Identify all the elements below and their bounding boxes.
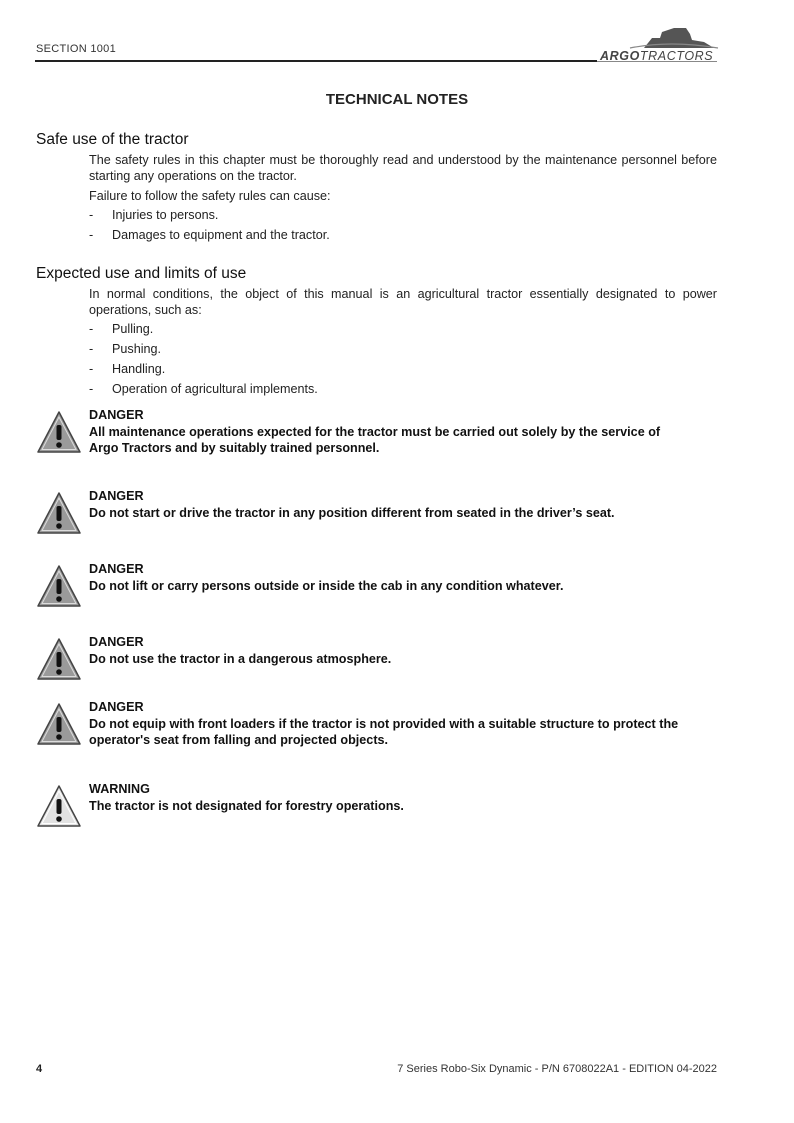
notice-text: Do not equip with front loaders if the tractor is not provided with a suitable structure to protect the operator's seat from falling and projected objects. [89, 717, 679, 747]
safe-use-paragraph-2: Failure to follow the safety rules can cause: [89, 189, 331, 203]
header-rule [35, 60, 597, 62]
notice-label: DANGER [89, 635, 144, 649]
warning-triangle-icon [36, 410, 82, 454]
notice-text: Do not start or drive the tractor in any position different from seated in the driver’s seat. [89, 506, 615, 520]
notice-text: Do not use the tractor in a dangerous atmosphere. [89, 652, 392, 666]
notice-label: DANGER [89, 408, 144, 422]
manual-page: SECTION 1001 ARGOTRACTORS TECHNICAL NOTES Safe use of the tractor The safety rules in this chapter must be thoroughly read and understood by the maintenance personnel before starting any operations on the tractor. Failure to follow the safety rules can cause: - Injuries to persons. - Damages to equipment and the tractor. Expected use and limits of use In normal conditions, the object of this manual is an agricultural tractor essentially designated to power operations, such as: - Pulling. - Pushing. - Handling. - Operation of agricultural implements. DANGER All maintenance operations expected for the tractor must be carried out solely by the service of Argo Tractors and by suitably trained personnel. DANGER Do not start or drive the tractor in any position different from seated in the driver’s seat. DANGER Do not lift or carry persons outside or inside the cab in any condition whatever. DANGER Do not use the tractor in a dangerous atmosphere. DANGER Do not equip with front loaders if the tractor is not provided with a suitable structure to protect the operator's seat from falling and projected objects. WARNING The tractor is not designated for forestry operations. 4 7 Series Robo-Six Dynamic - P/N 6708022A1 - EDITION 04-2022 [0, 0, 794, 1123]
notice-label: DANGER [89, 489, 144, 503]
page-number: 4 [36, 1063, 43, 1075]
notice-text: The tractor is not designated for forestry operations. [89, 799, 404, 813]
warning-triangle-icon [36, 491, 82, 535]
document-reference: 7 Series Robo-Six Dynamic - P/N 6708022A1 - EDITION 04-2022 [397, 1063, 717, 1075]
warning-triangle-icon [36, 637, 82, 681]
warning-triangle-icon [36, 702, 82, 746]
expected-use-paragraph: In normal conditions, the object of this manual is an agricultural tractor essentially designated to power operations, such as: [89, 287, 717, 317]
warning-triangle-icon [36, 564, 82, 608]
notice-label: DANGER [89, 700, 144, 714]
safe-use-paragraph: The safety rules in this chapter must be thoroughly read and understood by the maintenance personnel before starting any operations on the tractor. [89, 153, 717, 183]
expected-use-heading: Expected use and limits of use [36, 265, 247, 282]
notice-label: DANGER [89, 562, 144, 576]
tractor-silhouette-icon [600, 24, 720, 50]
warning-triangle-icon [36, 784, 82, 828]
argo-tractors-logo [600, 24, 720, 66]
section-label: SECTION 1001 [36, 43, 117, 55]
logo-bold-text: ARGO [600, 49, 640, 63]
notice-label: WARNING [89, 782, 150, 796]
notice-text: Do not lift or carry persons outside or inside the cab in any condition whatever. [89, 579, 564, 593]
page-title: TECHNICAL NOTES [325, 91, 469, 108]
logo-text [600, 49, 720, 63]
logo-light-text: TRACTORS [639, 49, 714, 63]
notice-text: All maintenance operations expected for the tractor must be carried out solely by the service of Argo Tractors and by suitably trained personnel. [89, 425, 661, 455]
safe-use-heading: Safe use of the tractor [36, 131, 189, 148]
